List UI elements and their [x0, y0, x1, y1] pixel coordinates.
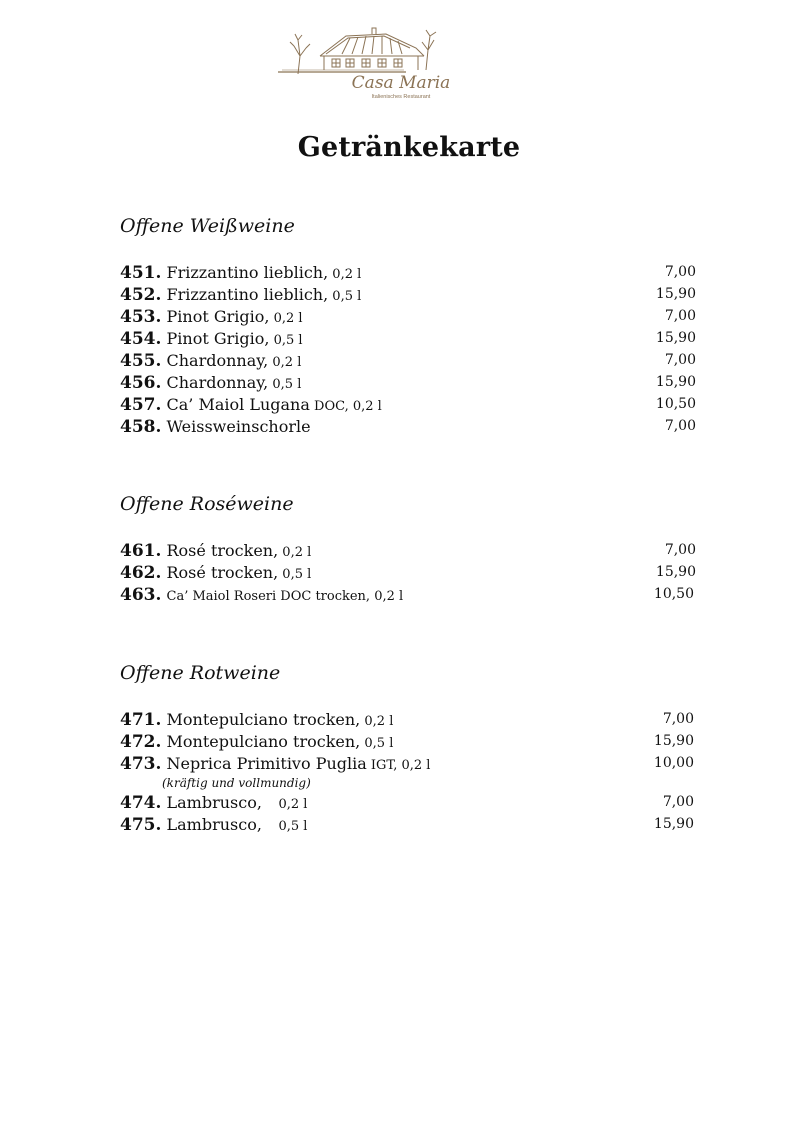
item-price: 15,90 — [655, 564, 696, 580]
item-number: 457. — [120, 395, 162, 415]
item-name: Frizzantino lieblich, — [166, 263, 329, 282]
item-name: Pinot Grigio, — [166, 307, 270, 326]
menu-item — [120, 263, 696, 285]
item-price: 10,50 — [655, 396, 696, 412]
menu-item — [120, 351, 696, 373]
item-number: 452. — [120, 285, 162, 305]
item-note: (kräftig und vollmundig) — [162, 776, 311, 790]
menu-item — [120, 395, 696, 417]
menu-item — [120, 373, 696, 395]
item-price: 15,90 — [655, 330, 696, 346]
item-price: 15,90 — [653, 733, 694, 749]
item-size: 0,5 l — [278, 567, 312, 582]
page-title: Getränkekarte — [297, 132, 521, 163]
item-number: 453. — [120, 307, 162, 327]
item-number: 475. — [120, 815, 162, 835]
section-heading-weissweine: Offene Weißweine — [120, 215, 295, 237]
item-name: Weissweinschorle — [166, 417, 311, 436]
item-size: 0,2 l — [328, 267, 362, 282]
section-heading-rotweine: Offene Rotweine — [120, 662, 281, 684]
item-number: 471. — [120, 710, 162, 730]
menu-item — [120, 585, 696, 607]
item-size: 0,5 l — [360, 736, 394, 751]
item-size: IGT, 0,2 l — [366, 758, 431, 773]
item-size: 0,2 l — [278, 545, 312, 560]
item-price: 15,90 — [655, 286, 696, 302]
menu-item — [120, 793, 696, 815]
menu-item — [120, 285, 696, 307]
menu-item — [120, 541, 696, 563]
item-name: Rosé trocken, — [166, 541, 279, 560]
item-size: 0,2 l — [261, 797, 308, 812]
logo-brand-text: Casa Maria — [351, 73, 451, 93]
item-size: 0,2 l — [360, 714, 394, 729]
item-number: 455. — [120, 351, 162, 371]
item-size: 0,5 l — [269, 333, 303, 348]
item-number: 461. — [120, 541, 162, 561]
logo-tagline-text: Italienisches Restaurant — [371, 94, 431, 100]
item-price: 7,00 — [664, 418, 696, 434]
item-name: Pinot Grigio, — [166, 329, 270, 348]
item-name: Lambrusco, — [166, 793, 262, 812]
item-size: DOC, 0,2 l — [309, 399, 382, 414]
item-price: 7,00 — [664, 308, 696, 324]
menu-item — [120, 329, 696, 351]
menu-item — [120, 754, 696, 776]
item-price: 7,00 — [662, 794, 694, 810]
item-size: 0,5 l — [261, 819, 308, 834]
item-name: Neprica Primitivo Puglia — [166, 754, 367, 773]
item-number: 458. — [120, 417, 162, 437]
item-name: Rosé trocken, — [166, 563, 279, 582]
item-number: 473. — [120, 754, 162, 774]
menu-item — [120, 732, 696, 754]
item-size: 0,2 l — [269, 311, 303, 326]
item-number: 454. — [120, 329, 162, 349]
item-size: 0,5 l — [328, 289, 362, 304]
item-size: 0,2 l — [268, 355, 302, 370]
item-number: 462. — [120, 563, 162, 583]
item-name: Montepulciano trocken, — [166, 732, 361, 751]
item-price: 7,00 — [664, 264, 696, 280]
item-name: Chardonnay, — [166, 351, 269, 370]
item-price: 10,00 — [653, 755, 694, 771]
item-name: Chardonnay, — [166, 373, 269, 392]
item-price: 15,90 — [655, 374, 696, 390]
menu-item — [120, 710, 696, 732]
item-name: Lambrusco, — [166, 815, 262, 834]
item-name: Montepulciano trocken, — [166, 710, 361, 729]
menu-item — [120, 417, 696, 439]
menu-item — [120, 563, 696, 585]
item-price: 15,90 — [653, 816, 694, 832]
item-name: Frizzantino lieblich, — [166, 285, 329, 304]
menu-item — [120, 815, 696, 837]
restaurant-logo — [276, 26, 466, 102]
section-heading-roseweine: Offene Roséweine — [120, 493, 294, 515]
item-price: 10,50 — [653, 586, 694, 602]
item-price: 7,00 — [662, 711, 694, 727]
menu-item — [120, 307, 696, 329]
item-description: Ca’ Maiol Roseri DOC trocken, 0,2 l — [166, 589, 404, 604]
item-name: Ca’ Maiol Lugana — [166, 395, 310, 414]
item-size: 0,5 l — [268, 377, 302, 392]
item-number: 451. — [120, 263, 162, 283]
item-number: 463. — [120, 585, 162, 605]
item-number: 472. — [120, 732, 162, 752]
item-number: 456. — [120, 373, 162, 393]
item-price: 7,00 — [664, 542, 696, 558]
item-number: 474. — [120, 793, 162, 813]
item-price: 7,00 — [664, 352, 696, 368]
